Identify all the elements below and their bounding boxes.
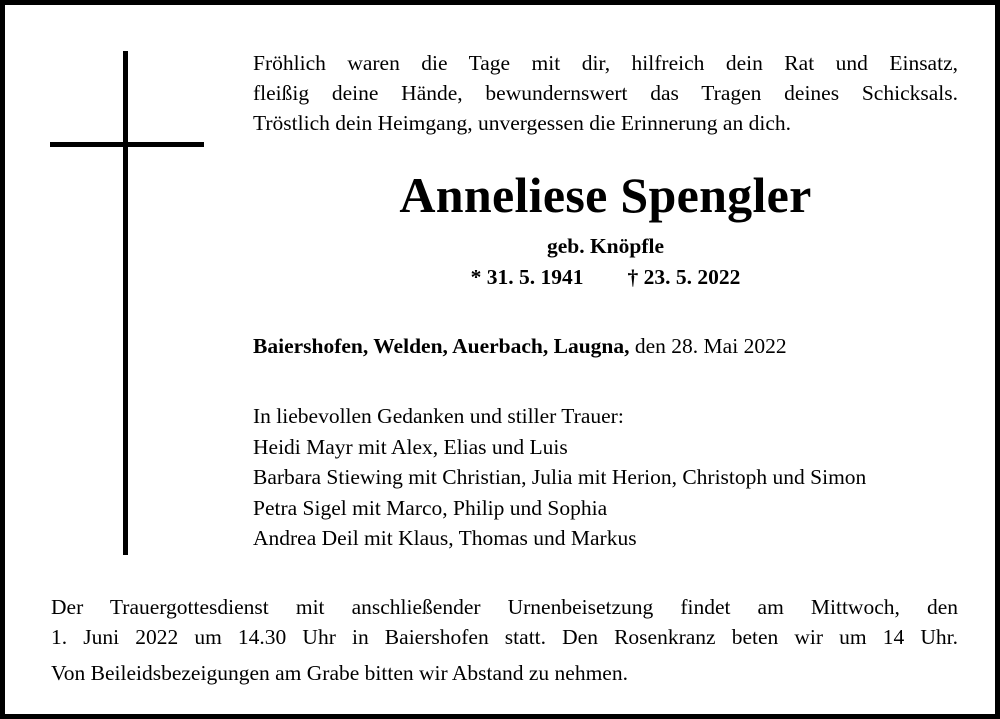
life-dates (253, 263, 958, 291)
mourner-line: Andrea Deil mit Klaus, Thomas und Markus (253, 526, 637, 550)
places: Baiershofen, Welden, Auerbach, Laugna, (253, 334, 630, 358)
deceased-name: Anneliese Spengler (399, 167, 812, 223)
poem-line: Fröhlich waren die Tage mit dir, hilfreich dein Rat und Einsatz, (253, 51, 958, 75)
cross-vertical-bar (123, 51, 128, 555)
notice-date: den 28. Mai 2022 (634, 334, 787, 358)
poem-line: Tröstlich dein Heimgang, unvergessen die Erinnerung an dich. (253, 111, 791, 135)
death-date: † 23. 5. 2022 (627, 265, 741, 289)
mourners-list (253, 401, 968, 554)
mourner-line: Barbara Stiewing mit Christian, Julia mit Herion, Christoph und Simon (253, 465, 867, 489)
condolence-note: Von Beileidsbezeigungen am Grabe bitten wir Abstand zu nehmen. (51, 661, 628, 685)
mourner-line: Heidi Mayr mit Alex, Elias und Luis (253, 434, 568, 459)
mourners-intro: In liebevollen Gedanken und stiller Trauer: (253, 404, 624, 428)
memorial-poem (253, 48, 958, 138)
place-and-date (253, 331, 958, 361)
poem-line: fleißig deine Hände, bewundernswert das Tragen deines Schicksals. (253, 81, 958, 105)
service-line: 1. Juni 2022 um 14.30 Uhr in Baiershofen statt. Den Rosenkranz beten wir um 14 Uhr. (51, 625, 958, 649)
birth-name: geb. Knöpfle (546, 234, 665, 258)
birth-date: * 31. 5. 1941 (470, 265, 584, 289)
service-announcement (51, 592, 958, 652)
service-line: Der Trauergottesdienst mit anschließender Urnenbeisetzung findet am Mittwoch, den (51, 595, 958, 619)
cross-horizontal-bar (50, 142, 204, 147)
mourner-line: Petra Sigel mit Marco, Philip und Sophia (253, 495, 608, 520)
